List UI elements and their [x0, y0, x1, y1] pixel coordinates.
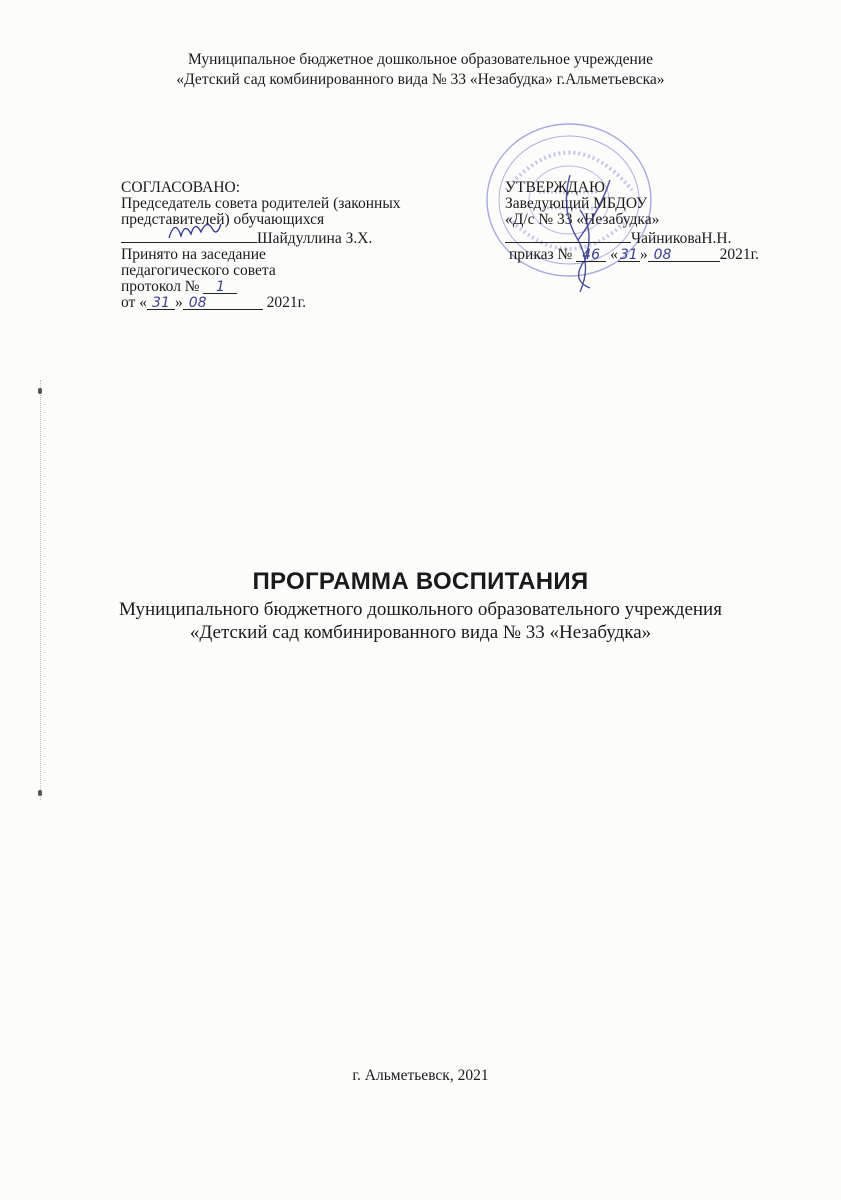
approved-line2: «Д/с № 33 «Незабудка»: [505, 211, 660, 228]
date-day: 31: [619, 247, 638, 263]
date-close-quote: »: [639, 246, 648, 263]
program-subtitle1: Муниципального бюджетного дошкольного образовательного учреждения: [119, 599, 722, 620]
footer-place-year: г. Альметьевск, 2021: [352, 1067, 489, 1084]
binder-hole: [38, 790, 42, 796]
director-signature: [540, 170, 630, 300]
agreed-block: [121, 180, 461, 311]
protocol-row: [121, 279, 461, 295]
date-month-field: [183, 295, 263, 310]
agreed-line2: представителей) обучающихся: [121, 211, 325, 228]
date-close-quote: »: [174, 294, 183, 311]
date-month-field: [648, 247, 720, 262]
accepted-line1: Принято на заседание: [121, 246, 266, 263]
date-month: 08: [653, 247, 672, 263]
agreed-signature-row: [121, 228, 461, 247]
approved-name: ЧайниковаН.Н.: [631, 230, 732, 247]
agreed-title: СОГЛАСОВАНО:: [121, 179, 241, 196]
program-title: ПРОГРАММА ВОСПИТАНИЯ: [252, 568, 589, 595]
accepted-line2: педагогического совета: [121, 262, 276, 279]
agreed-date-row: [121, 295, 461, 311]
binder-hole: [38, 388, 42, 394]
agreed-name: Шайдуллина З.Х.: [257, 230, 373, 247]
date-month: 08: [188, 295, 207, 311]
date-day: 31: [152, 295, 170, 311]
date-year: 2021г.: [266, 294, 307, 311]
approved-line1: Заведующий МБДОУ: [505, 195, 648, 212]
date-open-quote: «: [610, 246, 618, 263]
approved-title: УТВЕРЖДАЮ: [505, 179, 605, 196]
date-day-field: [147, 295, 175, 310]
date-year: 2021г.: [719, 246, 760, 263]
agreed-line1: Председатель совета родителей (законных: [121, 195, 401, 212]
protocol-number-field: [203, 279, 237, 294]
order-label: приказ №: [509, 246, 573, 263]
protocol-label: протокол №: [121, 278, 200, 295]
protocol-number: 1: [216, 279, 225, 295]
date-open-quote: от «: [121, 294, 147, 311]
program-subtitle2: «Детский сад комбинированного вида № 33 «Незабудка»: [189, 622, 652, 643]
header-org-line1: Муниципальное бюджетное дошкольное образовательное учреждение: [188, 51, 653, 68]
signature-line: [121, 228, 257, 243]
parent-council-signature: [167, 216, 223, 244]
header-org-line2: «Детский сад комбинированного вида № 33 «Незабудка» г.Альметьевска»: [176, 71, 665, 88]
order-number: 46: [582, 247, 601, 263]
